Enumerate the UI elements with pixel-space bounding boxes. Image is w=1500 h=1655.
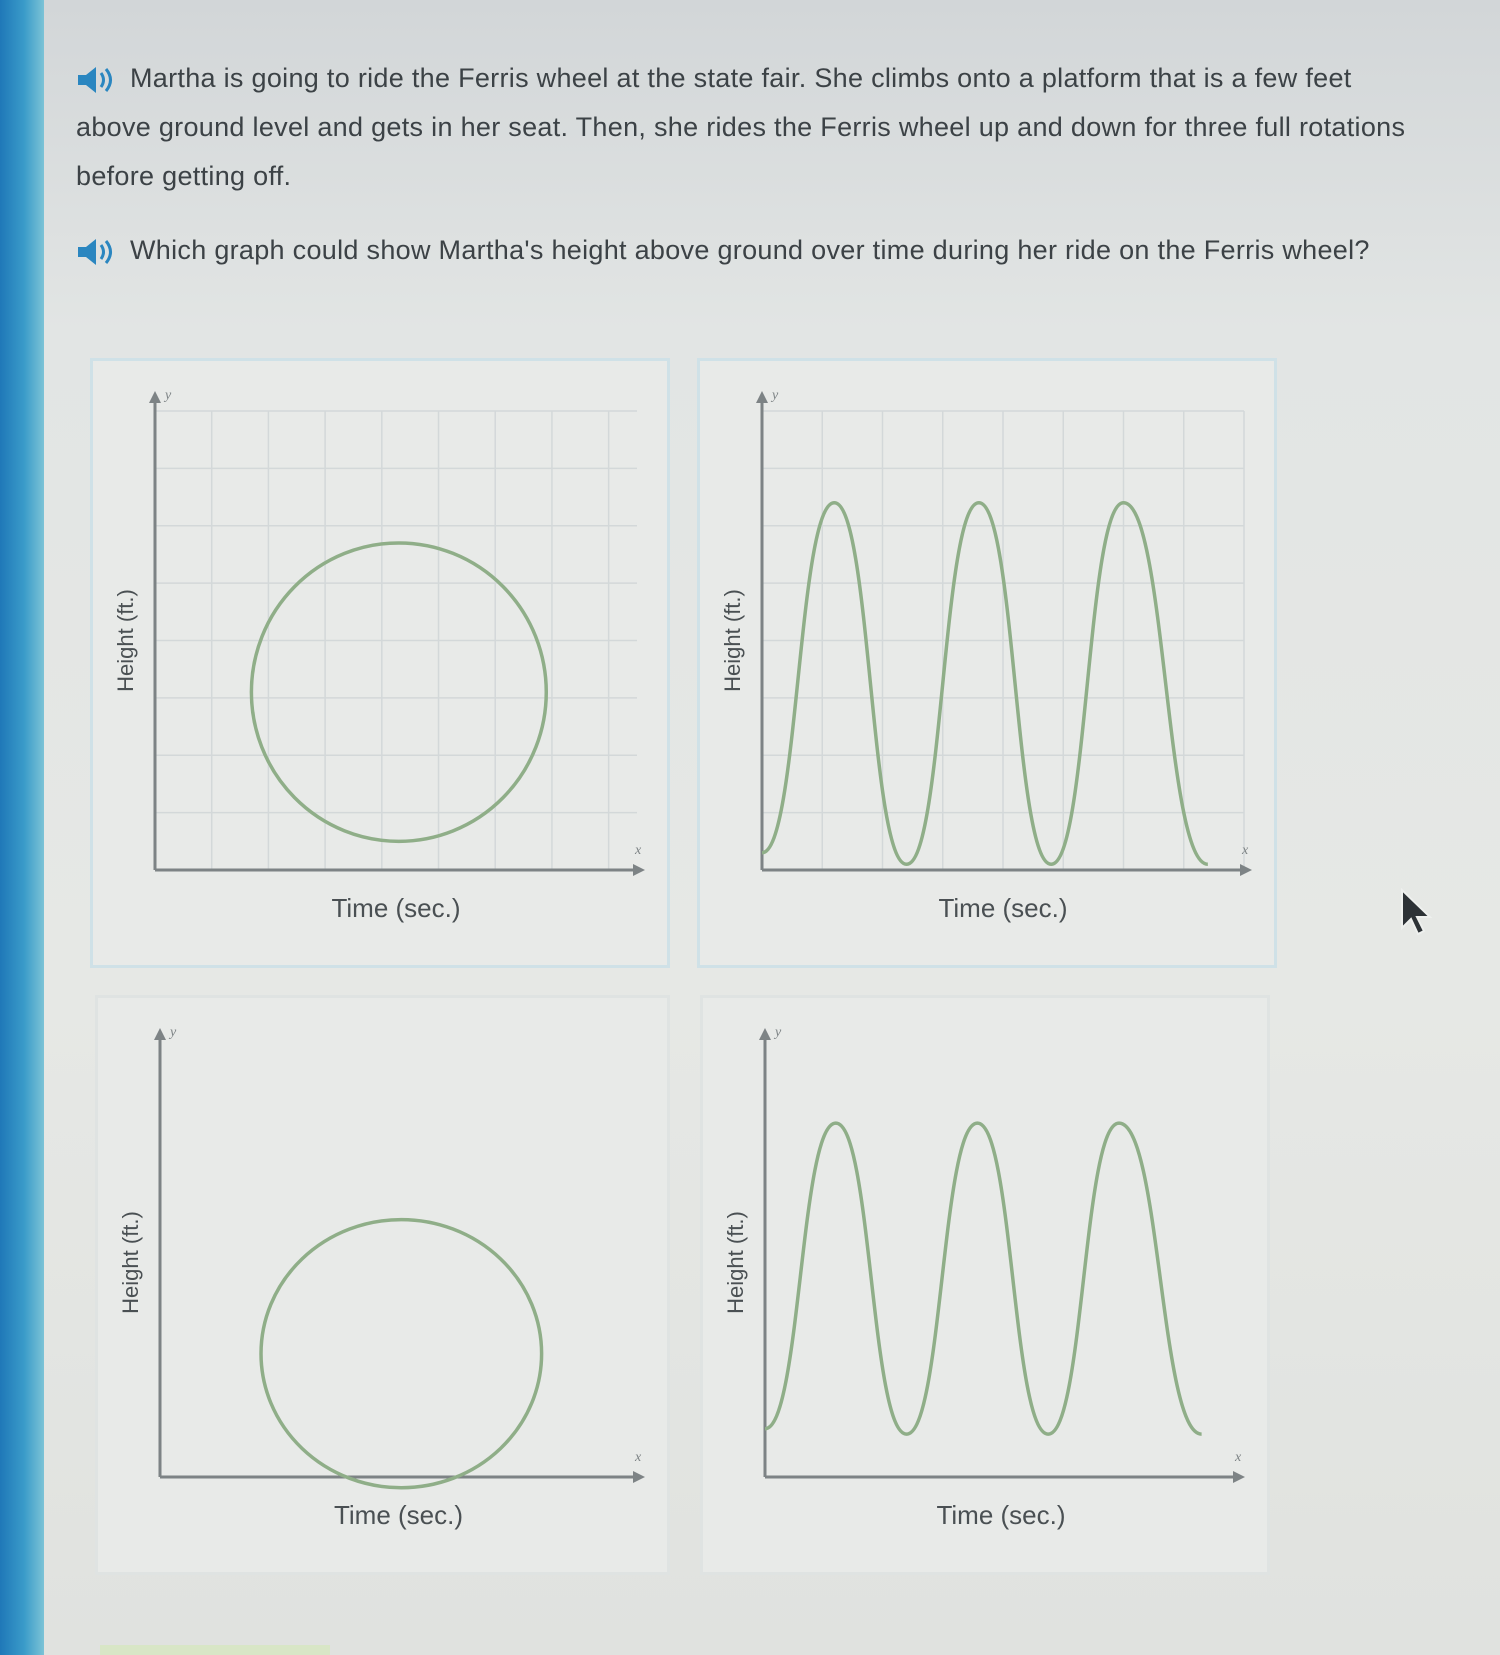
x-axis-arrow [633, 1471, 645, 1483]
x-axis-arrow [1240, 864, 1252, 876]
x-axis-letter: x [1242, 843, 1249, 858]
question-label: Which graph could show Martha's height above ground over time during her ride on the Ferris wheel? [130, 235, 1370, 265]
x-axis-label: Time (sec.) [938, 893, 1068, 923]
y-axis-arrow [149, 391, 161, 403]
y-axis-label: Height (ft.) [720, 589, 745, 692]
mouse-cursor-icon [1400, 888, 1434, 941]
answer-choice-c[interactable] [95, 995, 670, 1575]
graph-wave [703, 998, 1267, 1572]
question-text [76, 226, 1406, 275]
y-axis-letter: y [170, 1025, 177, 1040]
graph-circle [98, 998, 667, 1572]
y-axis-letter: y [775, 1025, 782, 1040]
x-axis-label: Time (sec.) [331, 893, 461, 923]
x-axis-label: Time (sec.) [333, 1500, 464, 1530]
y-axis-arrow [759, 1028, 771, 1040]
graph-circle-grid [93, 361, 667, 965]
answer-choice-a[interactable] [90, 358, 670, 968]
y-axis-arrow [154, 1028, 166, 1040]
graph-wave-grid [700, 361, 1274, 965]
circle-curve [251, 543, 546, 841]
answer-choice-b[interactable] [697, 358, 1277, 968]
grid-lines [762, 411, 1244, 870]
prompt-text: Martha is going to ride the Ferris wheel at the state fair. She climbs onto a platform that is a few feet above ground level and gets in her seat. Then, she rides the Ferris wheel up and down for three full rotations before getting off. [76, 63, 1406, 191]
circle-curve [261, 1220, 542, 1488]
question-prompt [76, 54, 1406, 201]
bottom-highlight [100, 1645, 330, 1655]
answer-choice-d[interactable] [700, 995, 1270, 1575]
x-axis-letter: x [1235, 1450, 1242, 1465]
x-axis-label: Time (sec.) [936, 1500, 1066, 1530]
speaker-icon[interactable] [76, 65, 116, 95]
y-axis-label: Height (ft.) [118, 1211, 143, 1314]
grid-lines [155, 411, 637, 870]
x-axis-letter: x [635, 1450, 642, 1465]
speaker-icon[interactable] [76, 237, 116, 267]
y-axis-label: Height (ft.) [723, 1211, 748, 1314]
x-axis-arrow [633, 864, 645, 876]
y-axis-arrow [756, 391, 768, 403]
x-axis-arrow [1233, 1471, 1245, 1483]
y-axis-label: Height (ft.) [113, 589, 138, 692]
y-axis-letter: y [772, 388, 779, 403]
wave-curve [765, 1123, 1202, 1434]
y-axis-letter: y [165, 388, 172, 403]
x-axis-letter: x [635, 843, 642, 858]
left-accent-bar [0, 0, 44, 1655]
wave-curve [762, 503, 1208, 864]
